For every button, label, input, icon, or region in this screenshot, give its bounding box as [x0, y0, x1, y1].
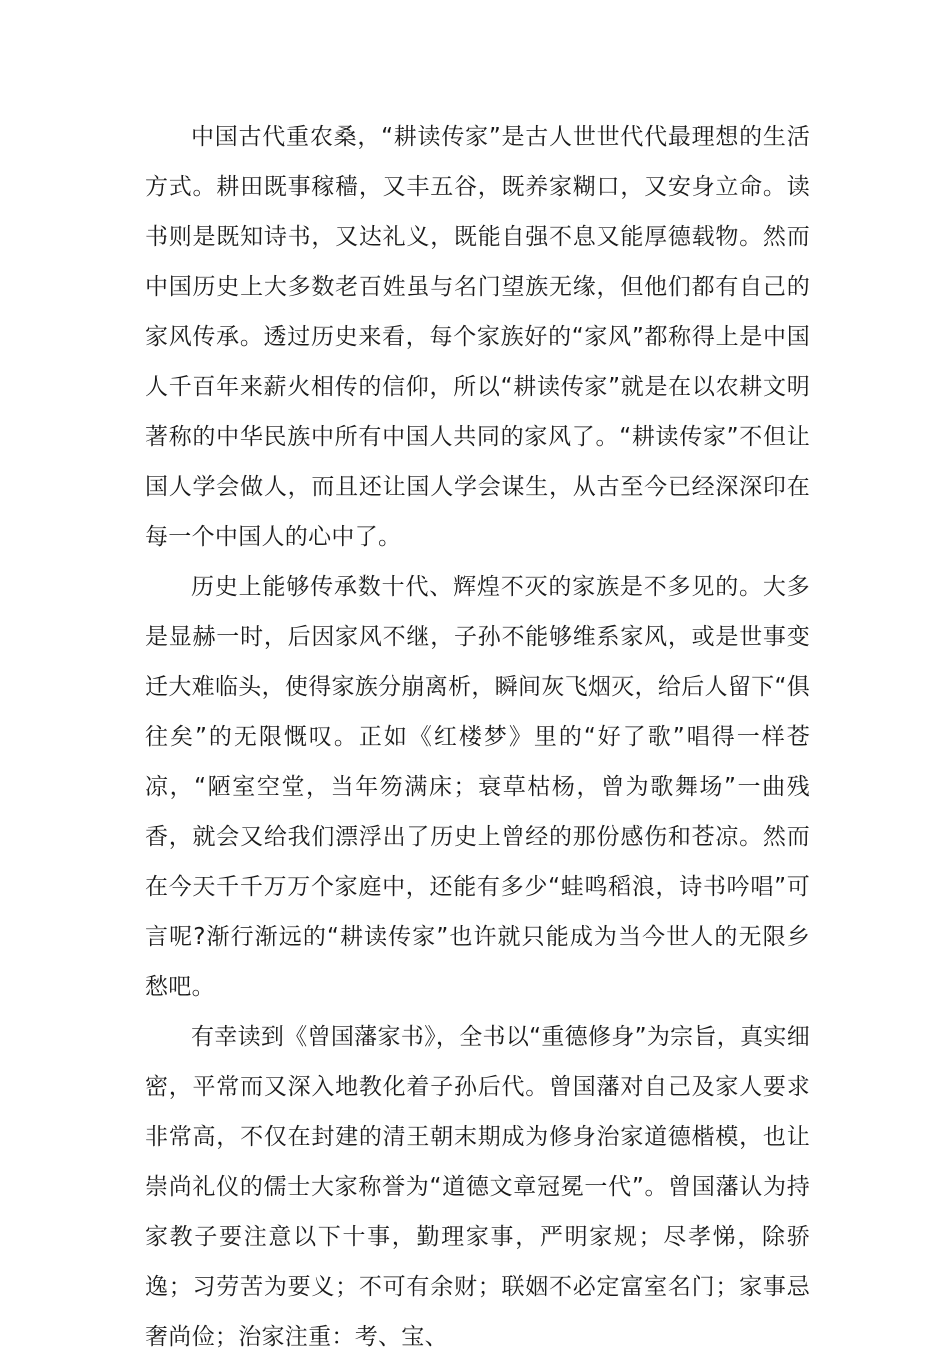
paragraph-2: 历史上能够传承数十代、辉煌不灭的家族是不多见的。大多是显赫一时，后因家风不继，子孙不能够维系家风，或是世事变迁大难临头，使得家族分崩离析，瞬间灰飞烟灭，给后人留下“俱往矣”的无限慨叹。正如《红楼梦》里的“好了歌”唱得一样苍凉，“陋室空堂，当年笏满床；衰草枯杨，曾为歌舞场”一曲残香，就会又给我们漂浮出了历史上曾经的那份感伤和苍凉。然而在今天千千万万个家庭中，还能有多少“蛙鸣稻浪，诗书吟唱”可言呢?渐行渐远的“耕读传家”也许就只能成为当今世人的无限乡愁吧。	[145, 574, 810, 1000]
paragraph-1: 中国古代重农桑，“耕读传家”是古人世世代代最理想的生活方式。耕田既事稼穑，又丰五谷，既养家糊口，又安身立命。读书则是既知诗书，又达礼义，既能自强不息又能厚德载物。然而中国历史上大多数老百姓虽与名门望族无缘，但他们都有自己的家风传承。透过历史来看，每个家族好的“家风”都称得上是中国人千百年来薪火相传的信仰，所以“耕读传家”就是在以农耕文明著称的中华民族中所有中国人共同的家风了。“耕读传家”不但让国人学会做人，而且还让国人学会谋生，从古至今已经深深印在每一个中国人的心中了。	[145, 124, 810, 550]
document-body	[145, 112, 810, 1362]
paragraph-3: 有幸读到《曾国藩家书》，全书以“重德修身”为宗旨，真实细密，平常而又深入地教化着子孙后代。曾国藩对自己及家人要求非常高，不仅在封建的清王朝末期成为修身治家道德楷模，也让崇尚礼仪的儒士大家称誉为“道德文章冠冕一代”。曾国藩认为持家教子要注意以下十事，勤理家事，严明家规；尽孝悌，除骄逸；习劳苦为要义；不可有余财；联姻不必定富室名门；家事忌奢尚俭；治家注重：考、宝、	[145, 1024, 810, 1350]
